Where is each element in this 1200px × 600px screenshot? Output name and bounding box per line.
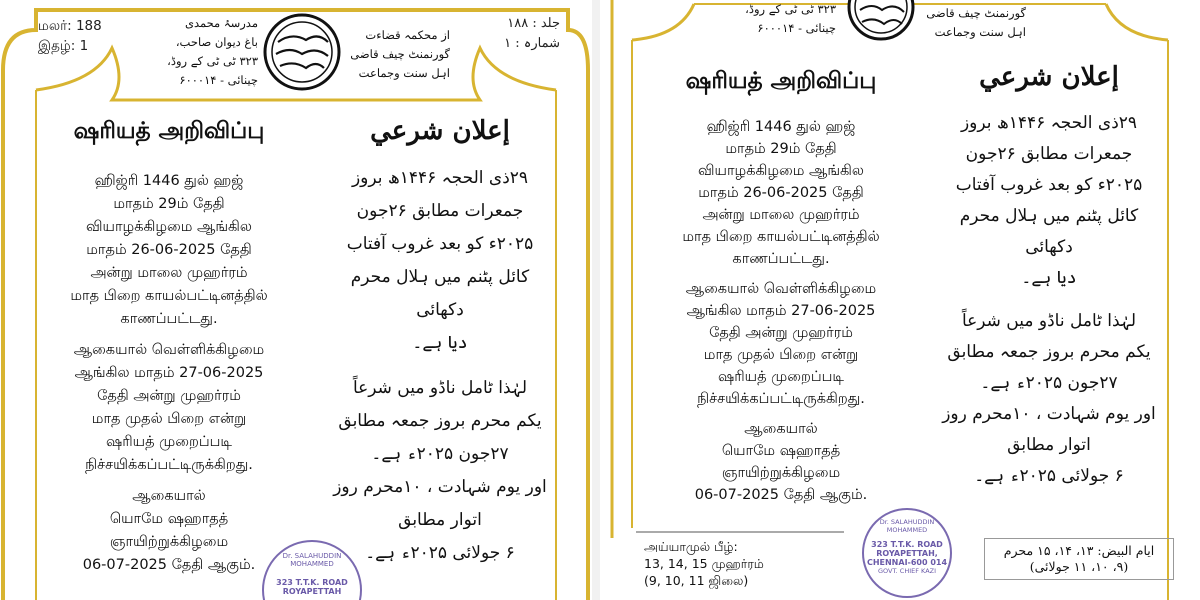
text-line: دیا ہے۔ <box>1021 268 1077 288</box>
title-tamil: ஷரியத் அறிவிப்பு <box>73 118 265 144</box>
text-line: மாதம் 29ம் தேதி <box>725 141 837 157</box>
text-line: ۲۹ذی الحجہ ۱۴۴۶ھ بروز <box>960 113 1138 133</box>
stamp-line: Dr. SALAHUDDIN MOHAMMED <box>282 552 342 568</box>
text-line: اور یوم شہادت ، ۱۰محرم روز <box>333 477 547 497</box>
tamil-paragraph-1 <box>38 170 300 331</box>
qazi-seal-emblem <box>262 12 342 92</box>
text-line: ஞாயிற்றுக்கிழமை <box>721 465 841 481</box>
urdu-paragraph-1 <box>934 108 1164 294</box>
stamp-line: ROYAPETTAH, <box>876 549 938 558</box>
text-line: மாத பிறை காயல்பட்டினத்தில் <box>70 288 268 304</box>
text-line: ஆகையால் <box>132 488 206 504</box>
text-line: ۲۷جون ۲۰۲۵ء ہے۔ <box>980 373 1118 393</box>
text-line: நிச்சயிக்கப்பட்டிருக்கிறது. <box>697 391 865 407</box>
number-ur: شمارہ : ۱ <box>504 36 560 51</box>
text-line: மாத முதல் பிறை என்று <box>703 347 859 363</box>
text-line: ஆகையால் வெள்ளிக்கிழமை <box>73 342 265 358</box>
text-line: வியாழக்கிழமை ஆங்கில <box>698 163 864 179</box>
madrasa-line: ۳۲۳ ٹی ٹی کے روڈ، <box>167 54 258 68</box>
text-line: மாத முதல் பிறை என்று <box>91 411 247 427</box>
text-line: جمعرات مطابق ۲۶جون <box>356 201 524 221</box>
text-line: ۶ جولائی ۲۰۲۵ء ہے۔ <box>974 466 1124 486</box>
text-line: اتوار مطابق <box>398 510 482 530</box>
title-tamil: ஷரியத் அறிவிப்பு <box>685 68 877 94</box>
qazi-line: از محکمہ قضاءت <box>365 28 450 42</box>
text-line: யொமே ஷஹாதத் <box>109 511 229 527</box>
tamil-paragraph-3 <box>636 418 926 506</box>
qazi-office <box>926 4 1026 42</box>
text-line: மாதம் 26-06-2025 தேதி <box>86 242 252 258</box>
official-stamp <box>862 508 952 598</box>
text-line: (9, 10, 11 ஜிலை) <box>644 573 749 588</box>
urdu-body <box>330 162 550 570</box>
qazi-seal-emblem <box>846 0 916 42</box>
qazi-line: اہل سنت وجماعت <box>358 66 450 80</box>
text-line: காணப்பட்டது. <box>732 251 830 267</box>
panel-divider <box>592 0 600 600</box>
madrasa-line: ۳۲۳ ٹی ٹی کے روڈ، <box>745 2 836 16</box>
issue-ta: மலர்: 188 <box>38 18 102 34</box>
text-line: யொமே ஷஹாதத் <box>721 443 841 459</box>
title-urdu: إعلان شرعي <box>370 116 510 146</box>
tamil-body <box>38 170 300 585</box>
tamil-paragraph-2 <box>38 339 300 477</box>
qazi-office <box>350 26 450 83</box>
text-line: மாதம் 26-06-2025 தேதி <box>698 185 864 201</box>
stamp-line: 323 T.T.K. ROAD <box>276 578 348 587</box>
text-line: காணப்பட்டது. <box>120 311 218 327</box>
text-line: தேதி அன்று முஹர்ரம் <box>97 388 241 404</box>
issue-ur: جلد : ۱۸۸ <box>507 16 560 31</box>
notice-page-left <box>0 0 592 600</box>
text-line: لہٰذا ٹامل ناڈو میں شرعاً <box>352 378 528 398</box>
stamp-line: CHENNAI-600 014 <box>866 558 948 567</box>
text-line: ۲۰۲۵ء کو بعد غروب آفتاب <box>955 175 1143 195</box>
urdu-paragraph-1 <box>330 162 550 360</box>
text-line: ஆகையால் வெள்ளிக்கிழமை <box>685 281 877 297</box>
text-line: வியாழக்கிழமை ஆங்கில <box>86 219 252 235</box>
text-line: 13, 14, 15 முஹர்ரம் <box>644 556 764 571</box>
text-line: தேதி அன்று முஹர்ரம் <box>709 325 853 341</box>
text-line: ۲۹ذی الحجہ ۱۴۴۶ھ بروز <box>351 168 529 188</box>
text-line: کائل پٹنم میں ہلال محرم دکھائی <box>350 267 530 320</box>
text-line: دیا ہے۔ <box>412 333 468 353</box>
tamil-body <box>636 116 926 514</box>
text-line: மாதம் 29ம் தேதி <box>113 196 225 212</box>
text-line: 06-07-2025 தேதி ஆகும். <box>694 487 868 503</box>
text-line: அன்று மாலை முஹர்ரம் <box>702 207 860 223</box>
text-line: ۲۷جون ۲۰۲۵ء ہے۔ <box>371 444 509 464</box>
qazi-line: گورنمنٹ چیف قاضی <box>926 6 1026 20</box>
text-line: 06-07-2025 தேதி ஆகும். <box>82 557 256 573</box>
tamil-paragraph-3 <box>38 485 300 577</box>
ayyam-urdu-box <box>984 538 1174 580</box>
text-line: ஷரியத் முறைப்படி <box>106 434 232 450</box>
text-line: ایام البیض: ۱۳، ۱۴، ۱۵ محرم <box>1003 543 1155 558</box>
text-line: اتوار مطابق <box>1007 435 1091 455</box>
text-line: ஹிஜ்ரி 1446 துல் ஹஜ் <box>706 119 856 135</box>
number-ta: இதழ்: 1 <box>38 38 89 54</box>
text-line: کائل پٹنم میں ہلال محرم دکھائی <box>959 206 1139 257</box>
urdu-paragraph-2 <box>934 306 1164 492</box>
text-line: ஆங்கில மாதம் 27-06-2025 <box>686 303 876 319</box>
madrasa-line: چینائی - ۶۰۰۰۱۴ <box>179 73 258 87</box>
title-urdu: إعلان شرعي <box>979 62 1119 92</box>
urdu-body <box>934 108 1164 492</box>
text-line: (۹، ۱۰، ۱۱ جولائی) <box>1029 559 1129 574</box>
issue-ur-block <box>470 14 560 54</box>
stamp-line: 323 T.T.K. ROAD <box>871 540 943 549</box>
text-line: நிச்சயிக்கப்பட்டிருக்கிறது. <box>85 457 253 473</box>
text-line: لہٰذا ٹامل ناڈو میں شرعاً <box>961 311 1137 331</box>
ayyam-tamil <box>644 538 844 589</box>
qazi-line: اہل سنت وجماعت <box>934 25 1026 39</box>
madrasa-address <box>148 14 258 90</box>
text-line: அன்று மாலை முஹர்ரம் <box>90 265 248 281</box>
text-line: جمعرات مطابق ۲۶جون <box>965 144 1133 164</box>
text-line: یکم محرم بروز جمعہ مطابق <box>338 411 542 431</box>
madrasa-address <box>740 0 836 38</box>
text-line: اور یوم شہادت ، ۱۰محرم روز <box>942 404 1156 424</box>
madrasa-line: باغ دیوان صاحب، <box>175 35 258 49</box>
qazi-line: گورنمنٹ چیف قاضی <box>350 47 450 61</box>
text-line: ஆங்கில மாதம் 27-06-2025 <box>74 365 264 381</box>
stamp-line: ROYAPETTAH <box>282 587 342 596</box>
text-line: ஞாயிற்றுக்கிழமை <box>109 534 229 550</box>
text-line: ஷரியத் முறைப்படி <box>718 369 844 385</box>
stamp-line: GOVT. CHIEF KAZI <box>877 567 937 575</box>
stamp-line: Dr. SALAHUDDIN MOHAMMED <box>879 518 935 534</box>
text-line: ஹிஜ்ரி 1446 துல் ஹஜ் <box>94 173 244 189</box>
urdu-paragraph-2 <box>330 372 550 570</box>
text-line: ஆகையால் <box>744 421 818 437</box>
madrasa-line: مدرسۂ محمدی <box>184 16 258 30</box>
text-line: ۲۰۲۵ء کو بعد غروب آفتاب <box>346 234 534 254</box>
tamil-paragraph-1 <box>636 116 926 270</box>
text-line: மாத பிறை காயல்பட்டினத்தில் <box>682 229 880 245</box>
notice-page-right <box>600 0 1200 600</box>
tamil-paragraph-2 <box>636 278 926 410</box>
issue-ta-block <box>38 16 128 56</box>
text-line: அய்யாமுல் பீழ்: <box>644 539 738 554</box>
madrasa-line: چینائی - ۶۰۰۰۱۴ <box>757 21 836 35</box>
text-line: یکم محرم بروز جمعہ مطابق <box>947 342 1151 362</box>
text-line: ۶ جولائی ۲۰۲۵ء ہے۔ <box>365 543 515 563</box>
